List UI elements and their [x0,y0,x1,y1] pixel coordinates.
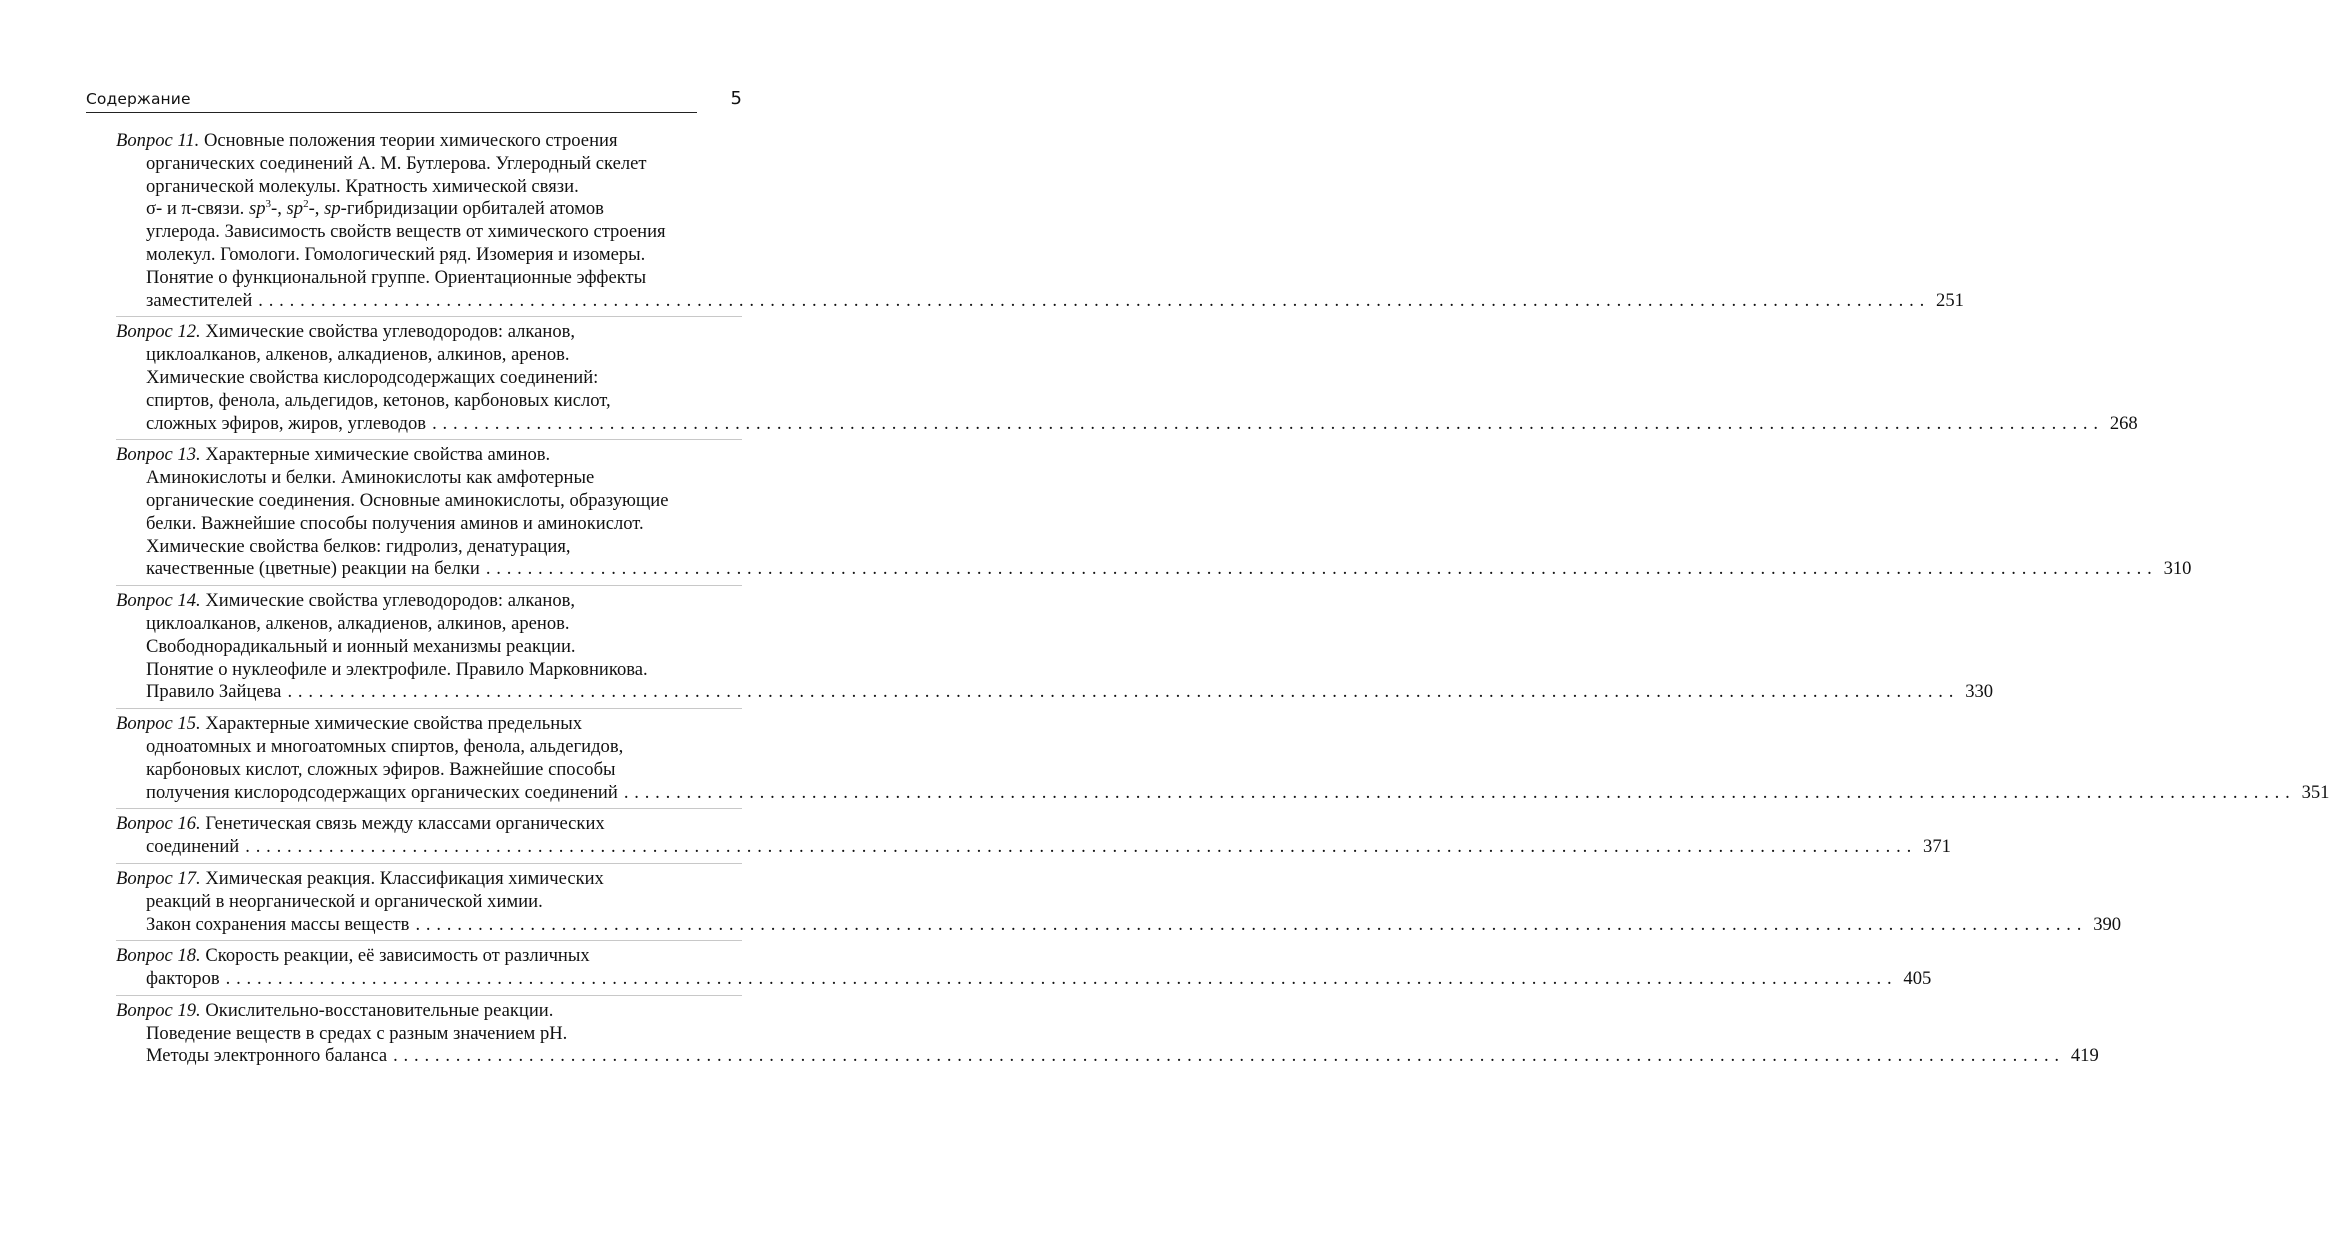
question-label: Вопрос 17. [116,867,201,889]
entry-last-line [116,558,2192,581]
entry-last-line [116,968,1932,991]
entry-first-line [116,130,742,153]
entry-page-number: 330 [1965,681,1994,703]
entry-line: молекул. Гомологи. Гомологический ряд. Изомерия и изомеры. [146,243,646,265]
entry-title-text: Химические свойства углеводородов: алканов, [200,590,576,612]
entry-line: органической молекулы. Кратность химической связи. [146,175,579,197]
question-label: Вопрос 19. [116,999,201,1021]
table-of-contents [116,130,2329,1070]
entry-page-number: 351 [2301,781,2329,803]
entry-page-number: 405 [1903,968,1932,990]
entry-first-line [116,321,742,344]
entry-line: Понятие о нуклеофиле и электрофиле. Правило Марковникова. [146,658,648,680]
entry-last-line [116,1045,2099,1068]
entry-title-text: Окислительно-восстановительные реакции. [200,999,554,1021]
entry-page-number: 251 [1936,289,1964,311]
toc-entry [116,590,1994,704]
entry-separator [116,316,742,317]
entry-title-text: Характерные химические свойства предельных [200,713,582,735]
entry-last-text: сложных эфиров, жиров, углеводов [146,412,427,434]
entry-separator [116,808,742,809]
question-label: Вопрос 13. [116,444,201,466]
entry-separator [116,863,742,864]
entry-title-text: Химическая реакция. Классификация химических [200,867,604,889]
question-label: Вопрос 15. [116,713,201,735]
toc-entry [116,945,1932,991]
entry-page-number: 268 [2109,412,2138,434]
entry-title-text: Характерные химические свойства аминов. [200,444,551,466]
entry-line: одноатомных и многоатомных спиртов, фенола, альдегидов, [146,735,624,757]
toc-entry [116,999,2099,1068]
entry-separator [116,940,742,941]
entry-last-text: качественные (цветные) реакции на белки [146,558,480,580]
question-label: Вопрос 11. [116,130,200,151]
entry-page-number: 390 [2093,913,2122,935]
running-title: Содержание [86,90,191,108]
entry-line: органических соединений А. М. Бутлерова. Углеродный скелет [146,152,647,174]
toc-entry [116,713,2329,804]
entry-first-line [116,713,742,736]
entry-line: карбоновых кислот, сложных эфиров. Важнейшие способы [146,758,616,780]
header-rule [86,112,697,113]
entry-line: Поведение веществ в средах с разным значением pH. [146,1022,568,1044]
entry-line: Химические свойства белков: гидролиз, денатурация, [146,535,571,557]
entry-last-text: заместителей [146,289,253,311]
toc-entry [116,444,2192,581]
entry-last-line [116,913,2122,937]
entry-line: Свободнорадикальный и ионный механизмы реакции. [146,635,576,657]
entry-title-text: Химические свойства углеводородов: алканов, [200,321,576,343]
entry-title-text: Генетическая связь между классами органических [200,813,605,835]
dot-leader: ................................................................................................................................................................ [623,781,2296,803]
entry-last-line [116,681,1994,704]
entry-title-text: Скорость реакции, её зависимость от различных [200,945,590,967]
entry-separator [116,995,742,996]
entry-line: σ- и π-связи. $sp^3-$, $sp^2-$, sp-гибридизации орбиталей атомов [146,198,604,220]
dot-leader: ................................................................................................................................................................ [485,558,2158,580]
dot-leader: ................................................................................................................................................................ [432,412,2104,434]
entry-first-line [116,1000,742,1023]
entry-line: реакций в неорганической и органической химии. [146,890,543,912]
dot-leader: ................................................................................................................................................................ [415,913,2088,935]
entry-last-text: соединений [146,836,240,858]
page-header [86,86,742,114]
entry-last-text: факторов [146,968,220,990]
entry-last-text: Закон сохранения массы веществ [146,913,410,935]
entry-last-text: Методы электронного баланса [146,1045,388,1067]
entry-last-text: Правило Зайцева [146,681,282,703]
toc-entry [116,867,2122,936]
toc-entry [116,321,2138,435]
entry-first-line [116,945,742,968]
dot-leader: ................................................................................................................................................................ [258,289,1931,311]
entry-first-line [116,813,742,836]
question-label: Вопрос 12. [116,321,201,343]
toc-entry [116,813,1951,859]
entry-last-text: получения кислородсодержащих органических соединений [146,781,618,803]
entry-line: Химические свойства кислородсодержащих соединений: [146,366,599,388]
entry-last-line [116,412,2138,436]
entry-page-number: 310 [2163,558,2192,580]
entry-page-number: 419 [2070,1045,2099,1067]
page-number: 5 [730,88,742,109]
entry-line: циклоалканов, алкенов, алкадиенов, алкинов, аренов. [146,344,570,366]
entry-line: органические соединения. Основные аминокислоты, образующие [146,489,669,511]
toc-entry [116,130,1964,312]
entry-separator [116,585,742,586]
dot-leader: ................................................................................................................................................................ [245,836,1918,858]
entry-separator [116,708,742,709]
entry-page-number: 371 [1923,836,1951,858]
entry-line: углерода. Зависимость свойств веществ от химического строения [146,221,666,243]
entry-last-line [116,836,1951,859]
entry-line: Аминокислоты и белки. Аминокислоты как амфотерные [146,467,595,489]
entry-first-line [116,590,742,613]
entry-last-line [116,781,2329,805]
question-label: Вопрос 14. [116,590,201,612]
entry-line: белки. Важнейшие способы получения аминов и аминокислот. [146,512,644,534]
entry-line: спиртов, фенола, альдегидов, кетонов, карбоновых кислот, [146,389,611,411]
question-label: Вопрос 18. [116,945,201,967]
dot-leader: ................................................................................................................................................................ [225,968,1898,990]
dot-leader: ................................................................................................................................................................ [393,1045,2065,1067]
entry-last-line [116,289,1964,313]
entry-separator [116,439,742,440]
entry-line: Понятие о функциональной группе. Ориентационные эффекты [146,266,647,288]
entry-line: циклоалканов, алкенов, алкадиенов, алкинов, аренов. [146,612,570,634]
entry-first-line [116,868,742,891]
entry-title-text: Основные положения теории химического строения [199,130,618,151]
entry-first-line [116,444,742,467]
dot-leader: ................................................................................................................................................................ [287,681,1960,703]
question-label: Вопрос 16. [116,813,201,835]
